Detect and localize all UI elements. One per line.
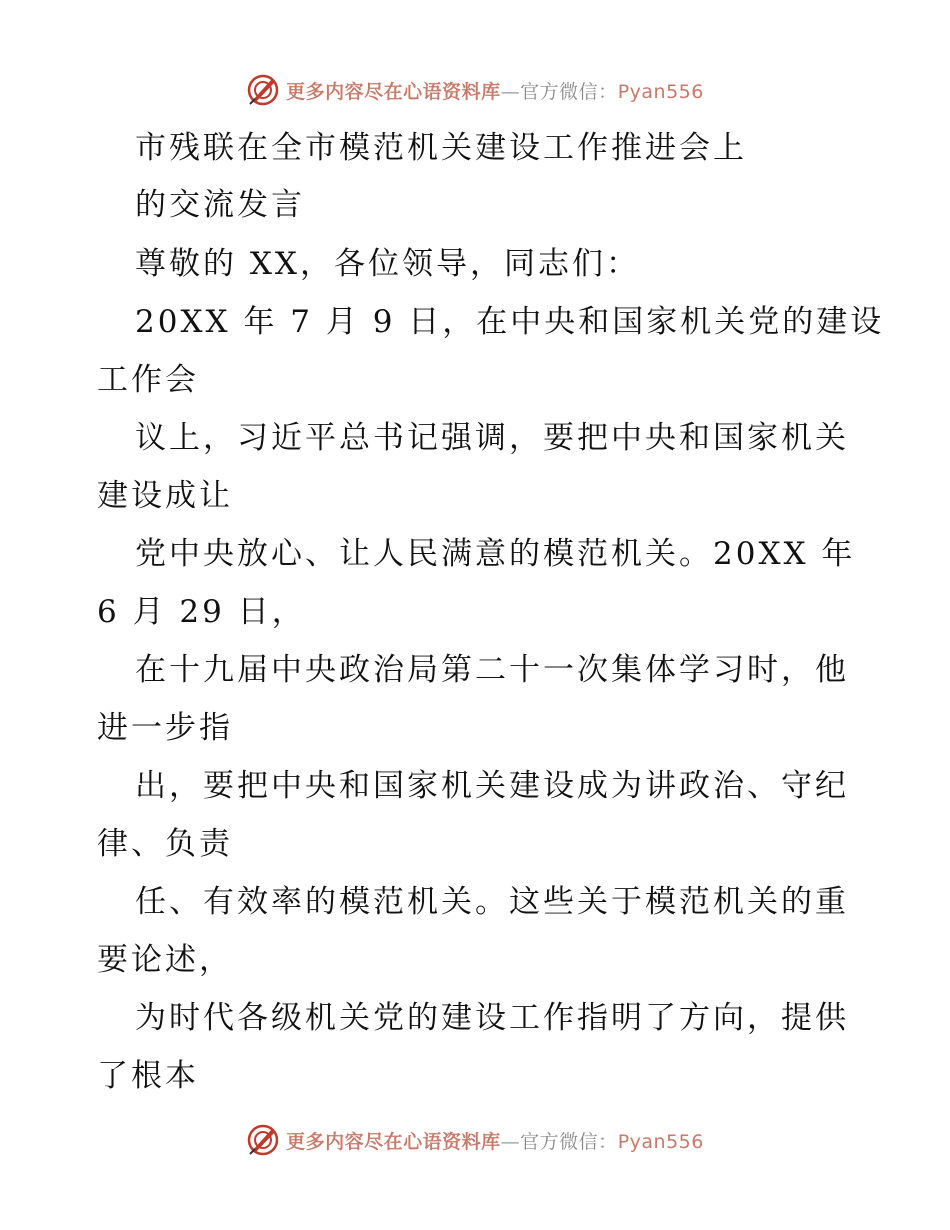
document-title-line-2: 的交流发言 bbox=[135, 187, 305, 223]
paragraph-line: 党中央放心、让人民满意的模范机关。20XX 年 bbox=[135, 536, 856, 572]
paragraph-line: 议上，习近平总书记强调，要把中央和国家机关 bbox=[135, 420, 849, 456]
quill-logo-icon bbox=[246, 73, 280, 107]
paragraph-line: 工作会 bbox=[97, 362, 199, 398]
paragraph-line: 在十九届中央政治局第二十一次集体学习时，他 bbox=[135, 652, 849, 688]
quill-logo-icon bbox=[246, 1123, 280, 1157]
watermark-brand: 更多内容尽在心语资料库 bbox=[286, 1130, 501, 1153]
paragraph-line: 了根本 bbox=[97, 1058, 199, 1094]
document-title-line-1: 市残联在全市模范机关建设工作推进会上 bbox=[135, 130, 747, 166]
paragraph-line: 建设成让 bbox=[97, 478, 233, 514]
watermark-text bbox=[286, 77, 704, 104]
paragraph-line: 为时代各级机关党的建设工作指明了方向，提供 bbox=[135, 1000, 849, 1036]
paragraph-line: 任、有效率的模范机关。这些关于模范机关的重 bbox=[135, 884, 849, 920]
watermark-wechat-id: Pyan556 bbox=[617, 1130, 704, 1153]
watermark-wechat-label: 官方微信： bbox=[520, 1130, 618, 1153]
paragraph-line: 要论述， bbox=[97, 942, 233, 978]
watermark-wechat-label: 官方微信： bbox=[520, 80, 618, 103]
paragraph-line: 律、负责 bbox=[97, 826, 233, 862]
header-watermark bbox=[0, 70, 950, 110]
watermark-text bbox=[286, 1127, 704, 1154]
footer-watermark bbox=[0, 1120, 950, 1160]
paragraph-line: 进一步指 bbox=[97, 710, 233, 746]
watermark-separator: — bbox=[500, 1130, 521, 1153]
salutation: 尊敬的 XX，各位领导，同志们： bbox=[135, 246, 640, 282]
watermark-wechat-id: Pyan556 bbox=[617, 80, 704, 103]
watermark-separator: — bbox=[500, 80, 521, 103]
paragraph-line: 20XX 年 7 月 9 日，在中央和国家机关党的建设 bbox=[135, 304, 885, 340]
paragraph-line: 6 月 29 日， bbox=[97, 594, 306, 630]
paragraph-line: 出，要把中央和国家机关建设成为讲政治、守纪 bbox=[135, 768, 849, 804]
watermark-brand: 更多内容尽在心语资料库 bbox=[286, 80, 501, 103]
